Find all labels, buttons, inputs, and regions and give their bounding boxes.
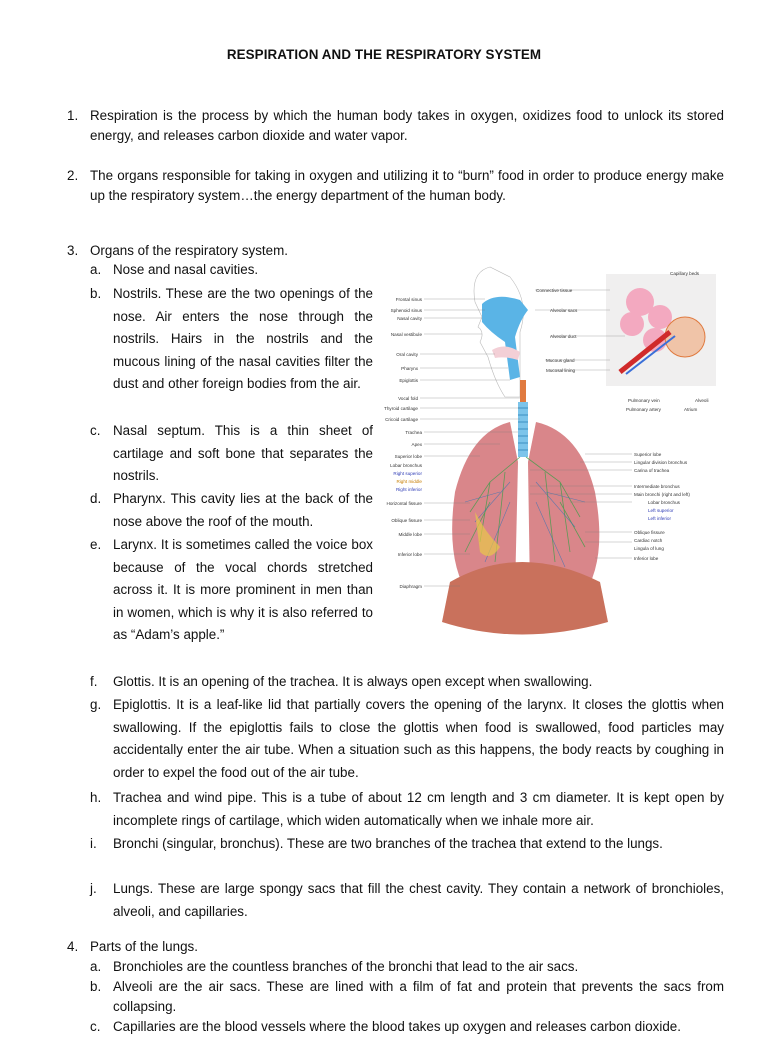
list-item-2 [67,166,724,206]
organ-letter: i. [90,836,97,851]
organ-item-c [90,420,373,488]
diagram-label: Cricoid cartilage [385,417,418,422]
diagram-label: Lobar bronchus [390,463,422,468]
diagram-label: Thyroid cartilage [384,406,418,411]
diagram-label: Inferior lobe [397,552,422,557]
diagram-label: Oral cavity [396,352,418,357]
diagram-label: Lingula of lung [634,546,664,551]
organ-item-e [90,534,373,647]
organ-letter: j. [90,881,97,896]
diagram-label: Connective tissue [536,288,573,293]
diagram-label: Oblique fissure [634,530,665,535]
left-labels [384,297,423,589]
organ-letter: b. [90,286,102,301]
head-airway-illustration [474,267,528,402]
diagram-label: Middle lobe [398,532,422,537]
diagram-label: Diaphragm [399,584,422,589]
diagram-label: Right superior [393,471,422,476]
item-text: Organs of the respiratory system. [90,243,288,258]
list-item-3 [67,241,724,261]
lung-part-letter: a. [90,959,102,974]
organ-text: Larynx. It is sometimes called the voice box because of the vocal chords stretched across it. It is more prominent in men than in women, which is why it is also referred to as “Adam’s apple.” [113,537,373,643]
organ-text: Pharynx. This cavity lies at the back of the nose above the roof of the mouth. [113,491,373,529]
diagram-label: Superior lobe [394,454,422,459]
organ-item-j [90,878,724,923]
lung-part-text: Alveoli are the air sacs. These are lined with a film of fat and protein that prevents the sacs from collapsing. [113,979,724,1014]
organ-text: Lungs. These are large spongy sacs that fill the chest cavity. They contain a network of bronchioles, alveoli, and capillaries. [113,881,724,919]
lung-part-letter: b. [90,979,102,994]
organ-item-i [90,833,724,856]
list-item-1 [67,106,724,146]
respiratory-system-diagram [370,262,726,646]
organ-letter: f. [90,674,98,689]
diagram-label: Superior lobe [634,452,662,457]
organ-text: Trachea and wind pipe. This is a tube of about 12 cm length and 3 cm diameter. It is kept open by incomplete rings of cartilage, which widen automatically when we inhale more air. [113,790,724,828]
item-number: 2. [67,168,79,183]
diagram-label: Left superior [648,508,674,513]
diagram-label: Capillary beds [670,271,700,276]
organ-letter: h. [90,790,102,805]
item-number: 4. [67,939,79,954]
diagram-label: Atrium [684,407,698,412]
item-text: Parts of the lungs. [90,939,198,954]
diagram-label: Alveolar duct [550,334,577,339]
organ-item-a [90,259,373,282]
organ-letter: d. [90,491,102,506]
organ-text: Glottis. It is an opening of the trachea. It is always open except when swallowing. [113,674,593,689]
diagram-label: Left inferior [648,516,671,521]
diagram-label: Vocal fold [398,396,418,401]
organ-item-b [90,283,373,396]
organ-text: Nasal septum. This is a thin sheet of cartilage and soft bone that separates the nostrils. [113,423,373,484]
diagram-label: Right middle [396,479,422,484]
diagram-label: Nasal vestibule [390,332,422,337]
lung-part-b [90,977,724,1017]
diagram-label: Nasal cavity [397,316,422,321]
organ-text: Nose and nasal cavities. [113,262,259,277]
lung-part-c [90,1017,724,1037]
diagram-label: Carina of trachea [634,468,670,473]
lung-part-letter: c. [90,1019,101,1034]
diagram-label: Mucous gland [546,358,575,363]
organ-item-d [90,488,373,533]
item-text: Respiration is the process by which the human body takes in oxygen, oxidizes food to unlock its stored energy, and releases carbon dioxide and water vapor. [90,108,724,143]
item-number: 1. [67,108,79,123]
lung-part-text: Capillaries are the blood vessels where the blood takes up oxygen and releases carbon dioxide. [113,1019,681,1034]
alveoli-inset [606,274,716,386]
diagram-label: Right inferior [395,487,422,492]
diagram-label: Pulmonary vein [628,398,660,403]
organ-letter: e. [90,537,102,552]
diagram-label: Cardiac notch [634,538,663,543]
organ-letter: a. [90,262,102,277]
diagram-label: Alveolar sacs [550,308,578,313]
diagram-label: Mucosal lining [546,368,576,373]
organ-text: Bronchi (singular, bronchus). These are two branches of the trachea that extend to the lungs. [113,836,663,851]
diagram-label: Oblique fissure [391,518,422,523]
lung-part-text: Bronchioles are the countless branches of the bronchi that lead to the air sacs. [113,959,579,974]
organ-text: Nostrils. These are the two openings of the nose. Air enters the nose through the nostrils. Hairs in the nostrils and the mucous lining of the nasal cavities filter the dust and other foreign bodies from the air. [113,286,373,392]
diagram-label: Epiglottis [399,378,418,383]
diagram-label: Pulmonary artery [626,407,661,412]
diagram-label: Lobar bronchus [648,500,680,505]
item-text: The organs responsible for taking in oxygen and utilizing it to “burn” food in order to produce energy make up the respiratory system…the energy department of the human body. [90,168,724,203]
diagram-label: Trachea [405,430,422,435]
diagram-label: Pharynx [401,366,418,371]
organ-item-h [90,787,724,832]
diagram-label: Intermediate bronchus [634,484,680,489]
lung-part-a [90,957,724,977]
organ-text: Epiglottis. It is a leaf-like lid that partially covers the opening of the larynx. It closes the glottis when swallowing. If the epiglottis fails to close the glottis when food is swallowed, food particles may accidentally enter the air tube. When a situation such as this happens, the body reacts by coughing in order to expel the food out of the air tube. [113,697,724,780]
page-title: RESPIRATION AND THE RESPIRATORY SYSTEM [226,47,542,62]
item-number: 3. [67,243,79,258]
organ-item-f [90,671,724,694]
diagram-label: Main bronchi (right and left) [634,492,690,497]
diagram-label: Lingular division bronchus [634,460,688,465]
organ-letter: c. [90,423,101,438]
trachea-illustration [518,402,528,457]
organ-item-g [90,694,724,784]
diagram-label: Alveoli [695,398,709,403]
list-item-4 [67,937,724,957]
diagram-label: Sphenoid sinus [390,308,422,313]
diagram-label: Inferior lobe [634,556,659,561]
diagram-label: Frontal sinus [395,297,422,302]
diagram-label: Horizontal fissure [386,501,422,506]
diagram-label: Apex [411,442,422,447]
organ-letter: g. [90,697,102,712]
